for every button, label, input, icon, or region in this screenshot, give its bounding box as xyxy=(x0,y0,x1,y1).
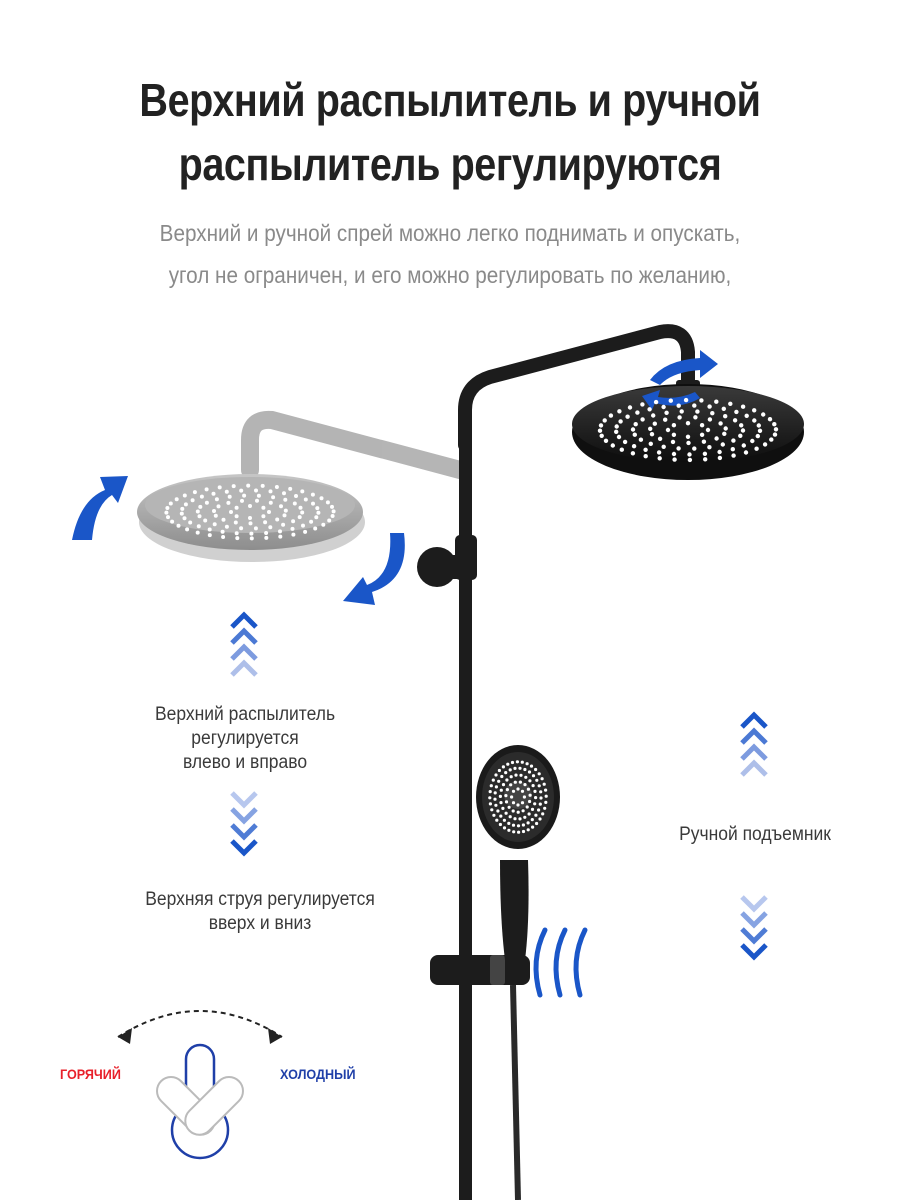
hot-label: ГОРЯЧИЙ xyxy=(60,1066,121,1082)
cold-label: ХОЛОДНЫЙ xyxy=(280,1066,356,1082)
hand-lift-label: Ручной подъемник xyxy=(679,824,831,845)
shower-hose xyxy=(513,985,518,1200)
subtitle-line-2: угол не ограничен, и его можно регулировать по желанию, xyxy=(168,262,732,288)
top-jet-label-line-2: вверх и вниз xyxy=(208,913,312,934)
page-subtitle xyxy=(45,212,855,296)
title-line-1: Верхний распылитель и ручной xyxy=(139,74,761,126)
page-title xyxy=(63,68,837,196)
mixer-lever-diagram xyxy=(118,1011,282,1158)
swivel-arrows-icon xyxy=(536,930,585,995)
chevrons-up-right-icon xyxy=(742,715,766,775)
title-line-2: распылитель регулируются xyxy=(178,138,722,190)
top-sprayer-label-line-3: влево и вправо xyxy=(182,752,308,773)
top-jet-label xyxy=(131,888,389,936)
curved-arrow-up-icon xyxy=(72,476,128,540)
wall-bracket xyxy=(417,535,477,587)
top-jet-label-line-1: Верхняя струя регулируется xyxy=(145,889,375,910)
top-sprayer-label xyxy=(139,703,351,775)
top-sprayer-label-line-1: Верхний распылитель xyxy=(154,704,336,725)
top-sprayer-label-line-2: регулируется xyxy=(191,728,299,749)
chevrons-down-right-icon xyxy=(742,897,766,957)
chevrons-up-icon xyxy=(232,615,256,675)
chevrons-down-icon xyxy=(232,793,256,853)
hand-shower xyxy=(476,745,560,960)
subtitle-line-1: Верхний и ручной спрей можно легко поднимать и опускать, xyxy=(159,220,741,246)
ghost-rain-shower xyxy=(137,420,460,562)
curved-arrow-down-icon xyxy=(343,533,405,605)
